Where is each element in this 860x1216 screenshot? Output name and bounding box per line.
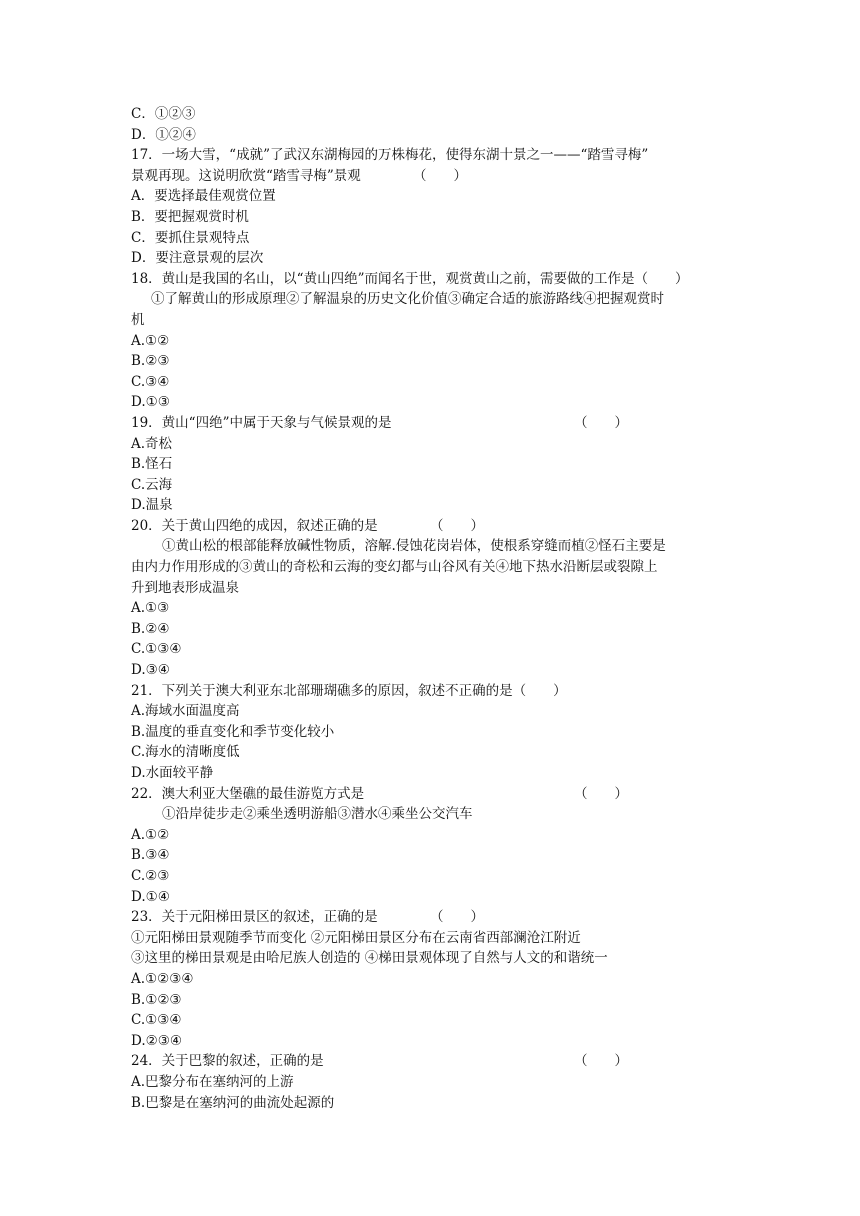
q22-option-a: A.①② xyxy=(131,826,170,843)
q19-option-a: A.奇松 xyxy=(131,435,173,452)
q24-option-a: A.巴黎分布在塞纳河的上游 xyxy=(131,1073,294,1090)
q17-stem-line1: 17．一场大雪，“成就”了武汉东湖梅园的万株梅花，使得东湖十景之一——“踏雪寻梅” xyxy=(131,147,649,164)
question-23 xyxy=(131,907,731,1051)
q22-stem-line xyxy=(131,784,731,805)
q17-option-d: D．要注意景观的层次 xyxy=(131,250,264,267)
q17-option-c: C．要抓住景观特点 xyxy=(131,229,250,246)
q20-stem: 20．关于黄山四绝的成因，叙述正确的是 xyxy=(131,517,378,534)
q22-option-b: B.③④ xyxy=(131,847,170,864)
q20-option-c: C.①③④ xyxy=(131,641,182,658)
question-22 xyxy=(131,784,731,908)
q21-option-d: D.水面较平静 xyxy=(131,765,214,781)
q19-option-c: C.云海 xyxy=(131,476,173,493)
q18-stem: 18．黄山是我国的名山，以“黄山四绝”而闻名于世，观赏黄山之前，需要做的工作是（ ） xyxy=(131,270,689,287)
q18-option-c: C.③④ xyxy=(131,373,170,390)
q22-stem: 22．澳大利亚大堡礁的最佳游览方式是 xyxy=(131,785,365,802)
q23-option-b: B.①②③ xyxy=(131,991,182,1008)
question-24 xyxy=(131,1051,731,1113)
q22-statements: ①沿岸徒步走②乘坐透明游船③潜水④乘坐公交汽车 xyxy=(162,806,473,823)
q20-option-d: D.③④ xyxy=(131,662,170,679)
q22-option-c: C.②③ xyxy=(131,867,170,884)
q17-option-a: A．要选择最佳观赏位置 xyxy=(131,188,276,205)
question-21 xyxy=(131,681,731,784)
q18-option-b: B.②③ xyxy=(131,353,170,370)
q24-stem-line xyxy=(131,1051,731,1072)
q23-option-d: D.②③④ xyxy=(131,1032,182,1049)
q19-option-b: B.怪石 xyxy=(131,456,173,473)
q22-option-d: D.①④ xyxy=(131,888,170,905)
q18-option-d: D.①③ xyxy=(131,394,170,411)
q19-stem: 19．黄山“四绝”中属于天象与气候景观的是 xyxy=(131,414,392,431)
q21-option-a: A.海域水面温度高 xyxy=(131,703,240,720)
q23-statements-line1: ①元阳梯田景观随季节而变化 ②元阳梯田景区分布在云南省西部澜沧江附近 xyxy=(131,929,581,946)
q16-option-d: D．①②④ xyxy=(131,126,196,143)
q16-option-c: C．①②③ xyxy=(131,106,196,122)
question-18 xyxy=(131,269,731,413)
q21-stem: 21．下列关于澳大利亚东北部珊瑚礁多的原因，叙述不正确的是（ ） xyxy=(131,682,567,699)
question-19 xyxy=(131,413,731,516)
q23-statements-line2: ③这里的梯田景观是由哈尼族人创造的 ④梯田景观体现了自然与人文的和谐统一 xyxy=(131,950,608,967)
q20-statements-line3: 升到地表形成温泉 xyxy=(131,579,239,596)
q20-stem-line xyxy=(131,516,731,537)
q23-stem: 23．关于元阳梯田景区的叙述，正确的是 xyxy=(131,909,378,926)
q17-answer-blank: （ ） xyxy=(413,167,467,184)
q23-option-c: C.①③④ xyxy=(131,1012,182,1029)
q20-answer-blank: （ ） xyxy=(430,517,484,534)
question-20 xyxy=(131,516,731,681)
q18-option-a: A.①② xyxy=(131,332,170,349)
q18-statements-line2: 机 xyxy=(131,311,145,328)
q23-option-a: A.①②③④ xyxy=(131,970,194,987)
q22-answer-blank: （ ） xyxy=(574,785,628,802)
q20-statements-line2: 由内力作用形成的③黄山的奇松和云海的变幻都与山谷风有关④地下热水沿断层或裂隙上 xyxy=(131,559,658,576)
q17-stem-text: 景观再现。这说明欣赏“踏雪寻梅”景观 xyxy=(131,167,361,184)
q19-option-d: D.温泉 xyxy=(131,497,173,514)
q20-statements-line1: ①黄山松的根部能释放碱性物质，溶解.侵蚀花岗岩体，使根系穿缝而植②怪石主要是 xyxy=(162,538,666,555)
q23-answer-blank: （ ） xyxy=(430,909,484,926)
q23-stem-line xyxy=(131,907,731,928)
q21-option-b: B.温度的垂直变化和季节变化较小 xyxy=(131,723,335,740)
q24-stem: 24．关于巴黎的叙述，正确的是 xyxy=(131,1053,324,1070)
q19-stem-line xyxy=(131,413,731,434)
q20-option-b: B.②④ xyxy=(131,620,170,637)
q17-option-b: B．要把握观赏时机 xyxy=(131,208,249,225)
question-17 xyxy=(131,145,731,269)
q24-answer-blank: （ ） xyxy=(574,1053,628,1070)
exam-page xyxy=(131,104,731,1113)
q19-answer-blank: （ ） xyxy=(574,414,628,431)
q20-option-a: A.①③ xyxy=(131,600,170,617)
q24-option-b: B.巴黎是在塞纳河的曲流处起源的 xyxy=(131,1094,335,1111)
q21-option-c: C.海水的清晰度低 xyxy=(131,744,240,761)
q18-statements-line1: ①了解黄山的形成原理②了解温泉的历史文化价值③确定合适的旅游路线④把握观赏时 xyxy=(151,291,664,308)
q17-stem-line2 xyxy=(131,166,731,187)
